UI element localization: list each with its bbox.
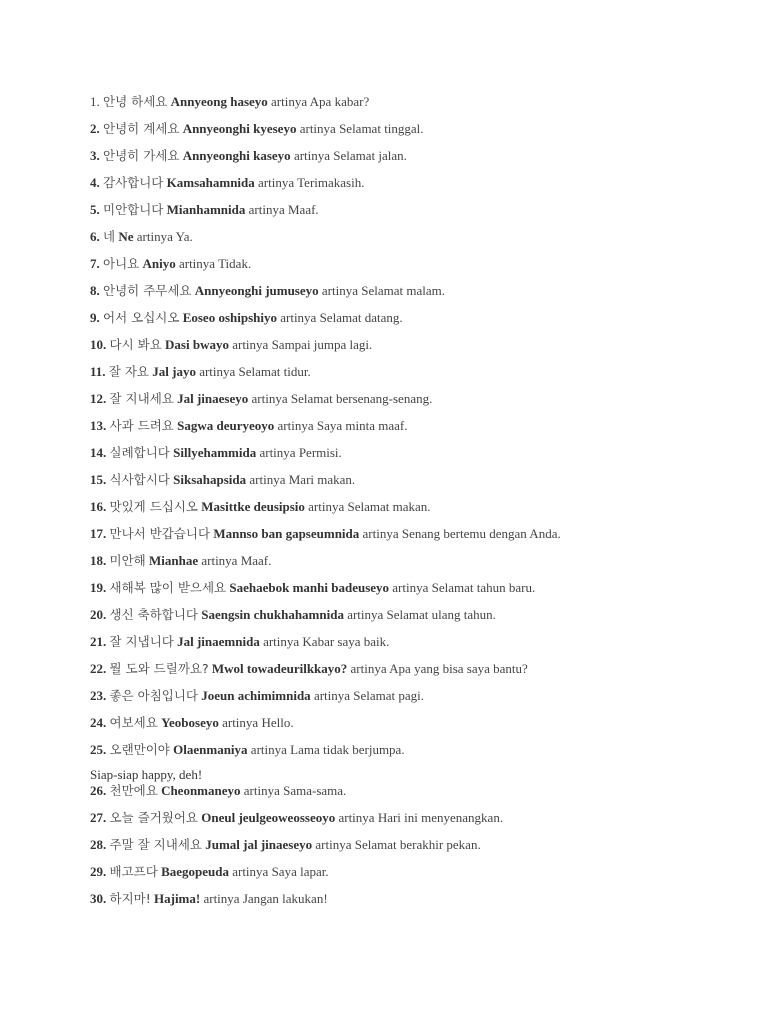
list-item — [90, 498, 750, 525]
meaning-text: Selamat makan. — [347, 499, 431, 514]
romanized-phrase: Ne — [118, 229, 134, 244]
korean-phrase: 새해복 많이 받으세요 — [109, 580, 227, 595]
list-item — [90, 201, 750, 228]
korean-phrase: 오랜만이야 — [109, 742, 170, 757]
meaning-text: Selamat berakhir pekan. — [354, 837, 481, 852]
meaning-text: Hari ini menyenangkan. — [377, 810, 504, 825]
korean-phrase: 좋은 아침입니다 — [109, 688, 198, 703]
item-number: 3. — [90, 148, 100, 163]
item-number: 23. — [90, 688, 107, 703]
meaning-text: Selamat datang. — [319, 310, 403, 325]
romanized-phrase: Jal jinaemnida — [177, 634, 260, 649]
romanized-phrase: Mianhamnida — [166, 202, 246, 217]
korean-phrase: 뭘 도와 드릴까요? — [109, 661, 209, 676]
connector-word: artinya — [199, 364, 236, 379]
korean-phrase: 감사합니다 — [103, 175, 164, 190]
meaning-text: Sampai jumpa lagi. — [271, 337, 373, 352]
korean-phrase: 안녕 하세요 — [103, 94, 168, 109]
phrase-list-part-2 — [90, 782, 750, 917]
list-item — [90, 687, 750, 714]
item-number: 6. — [90, 229, 100, 244]
meaning-text: Saya lapar. — [271, 864, 329, 879]
list-item — [90, 417, 750, 444]
connector-word: artinya — [392, 580, 429, 595]
connector-word: artinya — [201, 553, 238, 568]
korean-phrase: 안녕히 가세요 — [103, 148, 180, 163]
list-item — [90, 471, 750, 498]
item-number: 10. — [90, 337, 107, 352]
connector-word: artinya — [232, 337, 269, 352]
connector-word: artinya — [315, 837, 352, 852]
romanized-phrase: Aniyo — [142, 256, 176, 271]
connector-word: artinya — [136, 229, 173, 244]
romanized-phrase: Sagwa deuryeoyo — [177, 418, 275, 433]
romanized-phrase: Baegopeuda — [161, 864, 229, 879]
item-number: 5. — [90, 202, 100, 217]
item-number: 29. — [90, 864, 107, 879]
korean-phrase: 미안합니다 — [103, 202, 164, 217]
list-item — [90, 863, 750, 890]
phrase-document — [90, 93, 750, 917]
korean-phrase: 하지마! — [109, 891, 151, 906]
item-number: 14. — [90, 445, 107, 460]
list-item — [90, 809, 750, 836]
item-number: 16. — [90, 499, 107, 514]
list-item — [90, 390, 750, 417]
list-item — [90, 228, 750, 255]
korean-phrase: 식사합시다 — [109, 472, 170, 487]
meaning-text: Kabar saya baik. — [302, 634, 390, 649]
connector-word: artinya — [263, 634, 300, 649]
korean-phrase: 실례합니다 — [109, 445, 170, 460]
romanized-phrase: Hajima! — [154, 891, 201, 906]
item-number: 22. — [90, 661, 107, 676]
meaning-text: Selamat malam. — [361, 283, 445, 298]
connector-word: artinya — [258, 175, 295, 190]
korean-phrase: 어서 오십시오 — [103, 310, 180, 325]
list-item — [90, 633, 750, 660]
connector-word: artinya — [232, 864, 269, 879]
romanized-phrase: Siksahapsida — [173, 472, 247, 487]
romanized-phrase: Joeun achimimnida — [201, 688, 311, 703]
korean-phrase: 잘 자요 — [108, 364, 149, 379]
item-number: 28. — [90, 837, 107, 852]
romanized-phrase: Cheonmaneyo — [161, 783, 241, 798]
item-number: 1. — [90, 94, 100, 109]
connector-word: artinya — [248, 202, 285, 217]
connector-word: artinya — [250, 742, 287, 757]
korean-phrase: 잘 지내세요 — [109, 391, 174, 406]
item-number: 27. — [90, 810, 107, 825]
meaning-text: Saya minta maaf. — [316, 418, 408, 433]
romanized-phrase: Annyeonghi kaseyo — [182, 148, 291, 163]
meaning-text: Terimakasih. — [297, 175, 365, 190]
korean-phrase: 오늘 즐거웠어요 — [109, 810, 198, 825]
item-number: 17. — [90, 526, 107, 541]
connector-word: artinya — [362, 526, 399, 541]
list-item — [90, 147, 750, 174]
connector-word: artinya — [321, 283, 358, 298]
item-number: 21. — [90, 634, 107, 649]
meaning-text: Tidak. — [218, 256, 252, 271]
romanized-phrase: Annyeonghi kyeseyo — [182, 121, 297, 136]
connector-word: artinya — [271, 94, 308, 109]
korean-phrase: 안녕히 주무세요 — [103, 283, 192, 298]
item-number: 26. — [90, 783, 107, 798]
meaning-text: Permisi. — [298, 445, 342, 460]
connector-word: artinya — [313, 688, 351, 703]
korean-phrase: 다시 봐요 — [109, 337, 162, 352]
korean-phrase: 미안해 — [109, 553, 146, 568]
meaning-text: Selamat ulang tahun. — [386, 607, 496, 622]
list-item — [90, 255, 750, 282]
meaning-text: Jangan lakukan! — [242, 891, 328, 906]
meaning-text: Hello. — [261, 715, 294, 730]
meaning-text: Lama tidak berjumpa. — [290, 742, 405, 757]
connector-word: artinya — [347, 607, 384, 622]
korean-phrase: 잘 지냅니다 — [109, 634, 174, 649]
meaning-text: Selamat pagi. — [353, 688, 425, 703]
list-item — [90, 552, 750, 579]
romanized-phrase: Mannso ban gapseumnida — [213, 526, 360, 541]
meaning-text: Mari makan. — [288, 472, 356, 487]
connector-word: artinya — [251, 391, 288, 406]
korean-phrase: 네 — [103, 229, 116, 244]
item-number: 11. — [90, 364, 106, 379]
korean-phrase: 맛있게 드십시오 — [109, 499, 198, 514]
list-item — [90, 93, 750, 120]
korean-phrase: 여보세요 — [109, 715, 158, 730]
connector-word: artinya — [222, 715, 259, 730]
item-number: 30. — [90, 891, 107, 906]
connector-word: artinya — [259, 445, 296, 460]
romanized-phrase: Yeoboseyo — [161, 715, 219, 730]
meaning-text: Ya. — [175, 229, 193, 244]
meaning-text: Sama-sama. — [283, 783, 347, 798]
item-number: 25. — [90, 742, 107, 757]
romanized-phrase: Olaenmaniya — [173, 742, 248, 757]
list-item — [90, 174, 750, 201]
meaning-text: Selamat tahun baru. — [431, 580, 536, 595]
item-number: 13. — [90, 418, 107, 433]
note-line: Siap-siap happy, deh! — [90, 767, 203, 782]
item-number: 20. — [90, 607, 107, 622]
romanized-phrase: Jumal jal jinaeseyo — [205, 837, 313, 852]
romanized-phrase: Mwol towadeurilkkayo? — [211, 661, 348, 676]
list-item — [90, 836, 750, 863]
item-number: 2. — [90, 121, 100, 136]
meaning-text: Selamat tinggal. — [339, 121, 424, 136]
list-item — [90, 309, 750, 336]
item-number: 18. — [90, 553, 107, 568]
romanized-phrase: Annyeonghi jumuseyo — [194, 283, 319, 298]
romanized-phrase: Masittke deusipsio — [201, 499, 305, 514]
connector-word: artinya — [338, 810, 375, 825]
phrase-list-part-1 — [90, 93, 750, 768]
meaning-text: Maaf. — [287, 202, 319, 217]
connector-word: artinya — [277, 418, 314, 433]
list-item — [90, 741, 750, 768]
meaning-text: Senang bertemu dengan Anda. — [401, 526, 561, 541]
list-item — [90, 660, 750, 687]
list-item — [90, 336, 750, 363]
list-item — [90, 363, 750, 390]
romanized-phrase: Kamsahamnida — [166, 175, 255, 190]
romanized-phrase: Mianhae — [148, 553, 199, 568]
korean-phrase: 안녕히 계세요 — [103, 121, 180, 136]
meaning-text: Maaf. — [240, 553, 272, 568]
list-item — [90, 714, 750, 741]
item-number: 7. — [90, 256, 100, 271]
romanized-phrase: Annyeong haseyo — [170, 94, 268, 109]
list-item — [90, 444, 750, 471]
item-number: 12. — [90, 391, 107, 406]
korean-phrase: 주말 잘 지내세요 — [109, 837, 202, 852]
item-number: 15. — [90, 472, 107, 487]
list-item — [90, 890, 750, 917]
item-number: 4. — [90, 175, 100, 190]
meaning-text: Apa yang bisa saya bantu? — [389, 661, 528, 676]
list-item — [90, 282, 750, 309]
connector-word: artinya — [299, 121, 336, 136]
connector-word: artinya — [350, 661, 387, 676]
connector-word: artinya — [293, 148, 331, 163]
korean-phrase: 아니요 — [103, 256, 140, 271]
romanized-phrase: Saengsin chukhahamnida — [201, 607, 344, 622]
romanized-phrase: Oneul jeulgeoweosseoyo — [201, 810, 336, 825]
korean-phrase: 사과 드려요 — [109, 418, 174, 433]
meaning-text: Selamat bersenang-senang. — [290, 391, 433, 406]
romanized-phrase: Jal jinaeseyo — [177, 391, 249, 406]
list-item — [90, 782, 750, 809]
list-item — [90, 606, 750, 633]
meaning-text: Selamat jalan. — [333, 148, 407, 163]
connector-word: artinya — [249, 472, 286, 487]
korean-phrase: 배고프다 — [109, 864, 158, 879]
connector-word: artinya — [308, 499, 345, 514]
item-number: 19. — [90, 580, 107, 595]
meaning-text: Selamat tidur. — [238, 364, 311, 379]
list-item — [90, 579, 750, 606]
connector-word: artinya — [203, 891, 240, 906]
item-number: 9. — [90, 310, 100, 325]
list-item — [90, 525, 750, 552]
list-item — [90, 120, 750, 147]
romanized-phrase: Dasi bwayo — [165, 337, 229, 352]
korean-phrase: 생신 축하합니다 — [109, 607, 198, 622]
romanized-phrase: Jal jayo — [152, 364, 196, 379]
korean-phrase: 만나서 반갑습니다 — [109, 526, 211, 541]
romanized-phrase: Saehaebok manhi badeuseyo — [229, 580, 390, 595]
meaning-text: Apa kabar? — [309, 94, 370, 109]
romanized-phrase: Eoseo oshipshiyo — [182, 310, 277, 325]
korean-phrase: 천만에요 — [109, 783, 158, 798]
connector-word: artinya — [178, 256, 216, 271]
item-number: 24. — [90, 715, 107, 730]
romanized-phrase: Sillyehammida — [173, 445, 257, 460]
connector-word: artinya — [243, 783, 280, 798]
connector-word: artinya — [280, 310, 317, 325]
item-number: 8. — [90, 283, 100, 298]
